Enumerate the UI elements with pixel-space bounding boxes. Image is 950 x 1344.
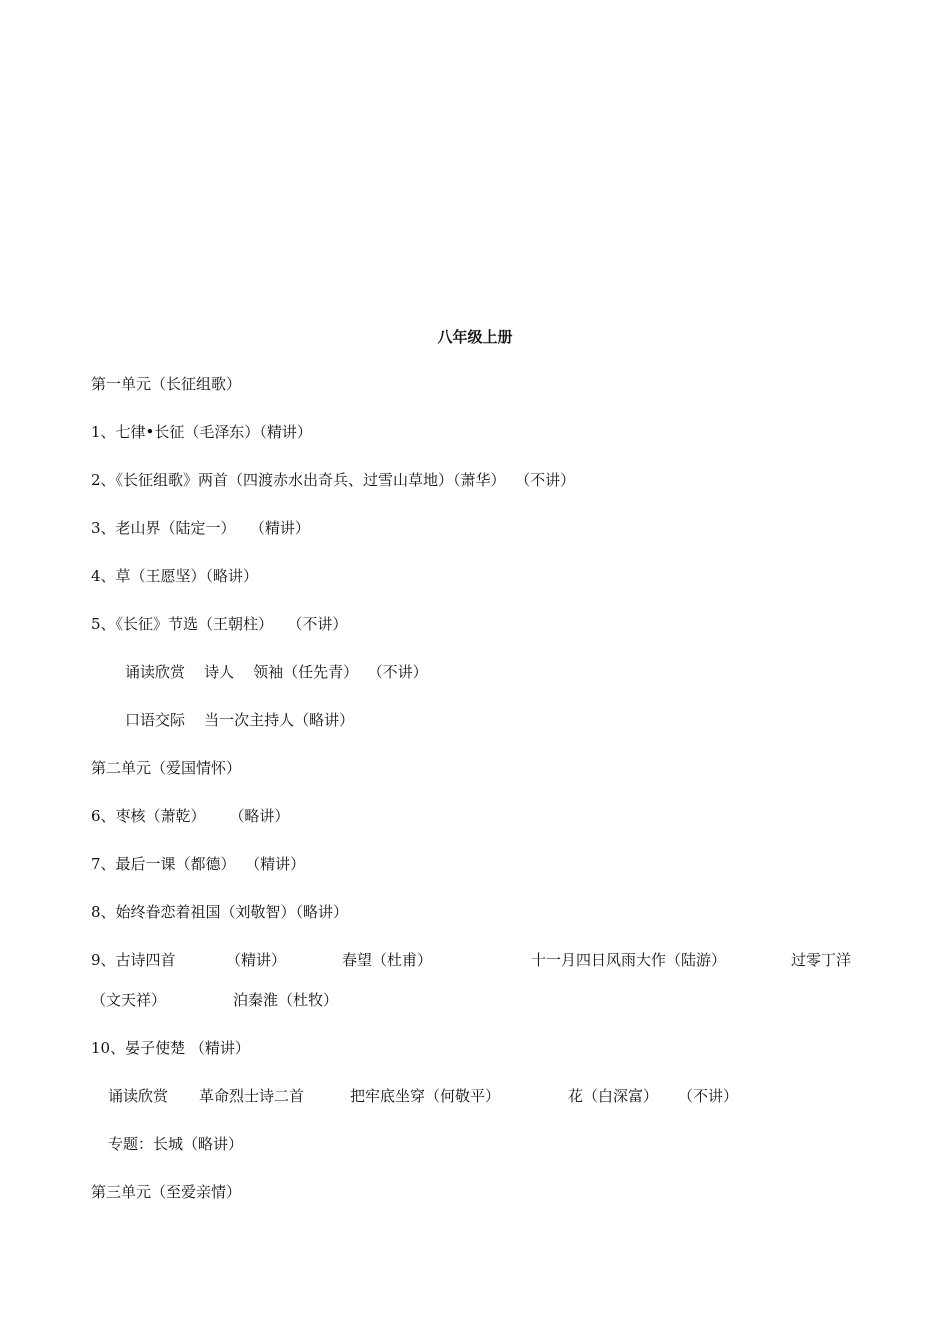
poem-boqinhuai: 泊秦淮（杜牧） (233, 991, 339, 1009)
reading-note: （不讲） (678, 1087, 739, 1105)
page-title: 八年级上册 (437, 328, 513, 346)
lesson-9-title: 9、古诗四首 (91, 951, 176, 969)
lesson-line-5: 5、《长征》节选（王朝柱） （不讲） (91, 615, 348, 633)
unit-heading-2: 第二单元（爱国情怀） (91, 759, 242, 777)
lesson-line-6: 6、枣核（萧乾） （略讲） (91, 807, 290, 825)
topic-line: 专题：长城（略讲） (108, 1135, 244, 1153)
unit-heading-text: 第一单元（长征组歌） (91, 375, 242, 393)
poem-shiyiyue: 十一月四日风雨大作（陆游） (531, 951, 727, 969)
lesson-line-10: 10、晏子使楚 （精讲） (91, 1039, 250, 1057)
lesson-line-2: 2、《长征组歌》两首（四渡赤水出奇兵、过雪山草地）（萧华） （不讲） (91, 471, 576, 489)
unit-heading-1 (91, 373, 241, 395)
poem-baladi: 把牢底坐穿（何敬平） (350, 1087, 501, 1105)
lesson-line-4: 4、草（王愿坚）（略讲） (91, 567, 259, 585)
reading-appreciation-label: 诵读欣赏 (108, 1087, 169, 1105)
poem-chunwang: 春望（杜甫） (342, 951, 433, 969)
lesson-line-1: 1、七律•长征（毛泽东）（精讲） (91, 423, 312, 441)
poem-revolutionary: 革命烈士诗二首 (199, 1087, 305, 1105)
poem-author-wentianxiang: （文天祥） (91, 991, 167, 1009)
reading-appreciation-line: 诵读欣赏 诗人 领袖（任先青） （不讲） (125, 663, 428, 681)
unit-heading-3: 第三单元（至爱亲情） (91, 1183, 242, 1201)
poem-guolingdingyang: 过零丁洋 (791, 951, 852, 969)
lesson-9-note: （精讲） (226, 951, 287, 969)
poem-hua: 花（白深富） (568, 1087, 659, 1105)
lesson-line-3: 3、老山界（陆定一） （精讲） (91, 519, 310, 537)
oral-communication-line: 口语交际 当一次主持人（略讲） (125, 711, 355, 729)
lesson-line-8: 8、始终眷恋着祖国（刘敬智）（略讲） (91, 903, 349, 921)
lesson-line-7: 7、最后一课（都德） （精讲） (91, 855, 306, 873)
